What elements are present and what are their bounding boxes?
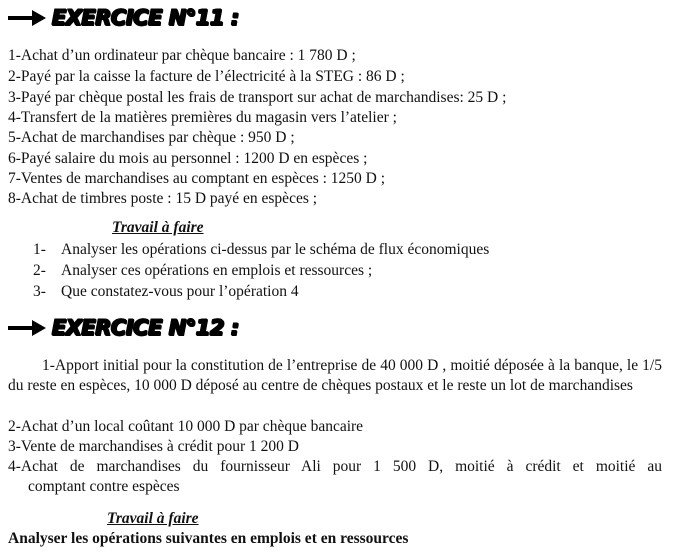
ex12-item-4 bbox=[8, 457, 662, 497]
ex11-task-3 bbox=[33, 282, 299, 302]
task-number: 2- bbox=[33, 262, 46, 279]
ex12-item-2: 2-Achat d’un local coûtant 10 000 D par chèque bancaire bbox=[8, 418, 364, 435]
exercise-12-title: EXERCICE N°12 : bbox=[52, 316, 239, 340]
ex11-item-8: 8-Achat de timbres poste : 15 D payé en espèces ; bbox=[8, 190, 318, 207]
task-text: Analyser les opérations ci-dessus par le schéma de flux économiques bbox=[61, 241, 490, 258]
exercise-12-heading bbox=[8, 314, 239, 342]
arrow-right-icon bbox=[8, 318, 46, 338]
ex11-item-2: 2-Payé par la caisse la facture de l’électricité à la STEG : 86 D ; bbox=[8, 68, 405, 85]
task-text: Analyser ces opérations en emplois et ressources ; bbox=[61, 262, 373, 279]
ex12-task-heading: Travail à faire bbox=[107, 510, 199, 527]
ex11-item-1: 1-Achat d’un ordinateur par chèque bancaire : 1 780 D ; bbox=[8, 47, 356, 64]
ex11-item-6: 6-Payé salaire du mois au personnel : 1200 D en espèces ; bbox=[8, 150, 368, 167]
ex12-item-4-line-2: comptant contre espèces bbox=[28, 478, 180, 495]
ex12-item-1-text: 1-Apport initial pour la constitution de l’entreprise de 40 000 D , moitié déposée à la banque, le 1/5 du reste en espèces, 10 000 D déposé au centre de chèques postaux et le reste un lot de marchandises bbox=[8, 357, 662, 394]
task-number: 3- bbox=[33, 283, 46, 300]
ex11-task-1 bbox=[33, 240, 489, 260]
exercise-11-title: EXERCICE N°11 : bbox=[52, 6, 239, 30]
ex12-instruction: Analyser les opérations suivantes en emplois et en ressources bbox=[8, 530, 409, 547]
task-number: 1- bbox=[33, 241, 46, 258]
ex12-item-3: 3-Vente de marchandises à crédit pour 1 200 D bbox=[8, 438, 299, 455]
arrow-right-icon bbox=[8, 8, 46, 28]
task-text: Que constatez-vous pour l’opération 4 bbox=[61, 283, 299, 300]
ex11-task-heading: Travail à faire bbox=[112, 219, 204, 236]
ex11-item-5: 5-Achat de marchandises par chèque : 950 D ; bbox=[8, 129, 295, 146]
ex11-task-2 bbox=[33, 261, 372, 281]
ex12-item-1 bbox=[8, 356, 662, 396]
ex11-item-4: 4-Transfert de la matières premières du magasin vers l’atelier ; bbox=[8, 109, 397, 126]
ex12-item-4-line-1: 4-Achat de marchandises du fournisseur Ali pour 1 500 D, moitié à crédit et moitié au bbox=[8, 458, 662, 475]
ex11-item-3: 3-Payé par chèque postal les frais de transport sur achat de marchandises: 25 D ; bbox=[8, 89, 507, 106]
exercise-11-heading bbox=[8, 4, 239, 32]
ex11-item-7: 7-Ventes de marchandises au comptant en espèces : 1250 D ; bbox=[8, 170, 386, 187]
